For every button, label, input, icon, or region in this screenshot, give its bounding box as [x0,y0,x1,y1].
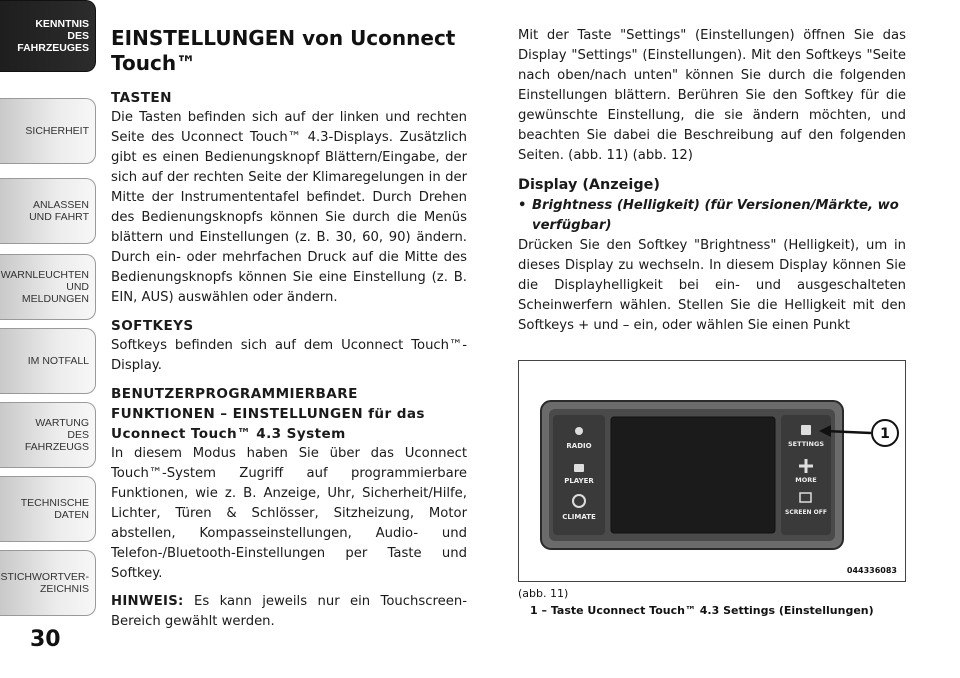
section-tasten [111,88,467,308]
brightness-body: Drücken Sie den Softkey "Brightness" (Helligkeit), um in dieses Display zu wechseln. In diesem Display können Sie die Displayhelligkeit bei ein- und ausgeschalteten Scheinwerfern wählen. Stellen Sie die Helligkeit mit den Softkeys + und – ein, oder wählen Sie einen Punkt [518,238,906,333]
settings-wrench-icon [801,425,811,435]
note-body: Es kann jeweils nur ein Touchscreen-Bereich gewählt werden. [111,594,467,629]
settings-intro: Mit der Taste "Settings" (Einstellungen) öffnen Sie das Display "Settings" (Einstellungen). Mit den Softkeys "Seite nach oben/nach unten" können Sie durch die folgenden Einstellungen blättern. Berühren Sie den Softkey für die gewünschte Einstellung, die sie ändern möchten, und beachten Sie dabei die Beschreibung auf den folgenden Seiten. (abb. 11) (abb. 12) [518,28,906,163]
bullet-dot-icon: • [518,198,527,213]
tasten-body: Die Tasten befinden sich auf der linken und rechten Seite des Uconnect Touch™ 4.3-Displays. Zusätzlich gibt es einen Bedienungsknopf Blättern/Eingabe, der sich auf der rechten Seite der Klimaregelungen in der Mitte der Instrumententafel befindet. Durch Drehen des Bedienungsknopfs können Sie durch die Menüs blättern und Einstellungen (z. B. 30, 60, 90) ändern. Durch ein- oder mehrfachen Druck auf die Mitte des Bedienungsknopfs können Sie eine Einstellung (z. B. EIN, AUS) auswählen oder ändern. [111,110,467,305]
section-softkeys [111,316,467,376]
settings-button-label: SETTINGS [787,440,825,448]
right-column [518,26,906,344]
page-number: 30 [30,627,61,652]
display-heading: Display (Anzeige) [518,177,661,193]
player-icon [574,464,584,472]
softkeys-heading: SOFTKEYS [111,318,194,334]
section-programmable-features [111,384,467,584]
brightness-bullet [518,196,906,236]
note-label: HINWEIS: [111,594,184,609]
tab-technische-daten[interactable]: TECHNISCHE DATEN [0,476,96,542]
screen-off-button-label: SCREEN OFF [785,509,827,516]
figure-caption [518,585,874,619]
tab-wartung-des-fahrzeugs[interactable]: WARTUNG DES FAHRZEUGS [0,402,96,468]
tab-anlassen-und-fahrt[interactable]: ANLASSEN UND FAHRT [0,178,96,244]
figure-caption-desc: 1 – Taste Uconnect Touch™ 4.3 Settings (Einstellungen) [530,604,874,617]
touchscreen [611,417,775,533]
softkeys-body: Softkeys befinden sich auf dem Uconnect Touch™-Display. [111,338,467,373]
figure-caption-ref: (abb. 11) [518,587,569,600]
page-title: EINSTELLUNGEN von Uconnect Touch™ [111,26,456,75]
brightness-bullet-text: Brightness (Helligkeit) (für Versionen/Märkte, wo verfügbar) [532,198,899,233]
callout-number: 1 [880,426,890,442]
climate-button-label: CLIMATE [562,513,596,521]
tab-stichwortverzeichnis[interactable]: STICHWORTVER- ZEICHNIS [0,550,96,616]
figure-uconnect-display [518,360,906,582]
note [111,592,467,632]
programmable-heading: BENUTZERPROGRAMMIERBARE FUNKTIONEN – EINSTELLUNGEN für das Uconnect Touch™ 4.3 System [111,386,425,442]
left-column [111,26,467,640]
tab-kenntnis-des-fahrzeuges[interactable]: KENNTNIS DES FAHRZEUGES [0,0,96,72]
uconnect-display-illustration [519,361,905,581]
radio-icon [575,427,583,435]
chapter-tab-rail [0,0,103,640]
radio-button-label: RADIO [566,442,592,450]
tab-im-notfall[interactable]: IM NOTFALL [0,328,96,394]
tab-warnleuchten-und-meldungen[interactable]: WARNLEUCHTEN UND MELDUNGEN [0,254,96,320]
more-button-label: MORE [795,476,817,484]
tab-sicherheit[interactable]: SICHERHEIT [0,98,96,164]
programmable-body: In diesem Modus haben Sie über das Uconnect Touch™-System Zugriff auf programmierbare Funktionen, wie z. B. Anzeige, Uhr, Sicherheit/Hilfe, Lichter, Türen & Schlösser, Sitzheizung, Motor abstellen, Kompasseinstellungen, Audio- und Telefon-/Bluetooth-Einstellungen per Taste und Softkey. [111,446,467,581]
player-button-label: PLAYER [564,477,594,485]
tasten-heading: TASTEN [111,90,172,106]
figure-code: 044336083 [846,566,897,575]
